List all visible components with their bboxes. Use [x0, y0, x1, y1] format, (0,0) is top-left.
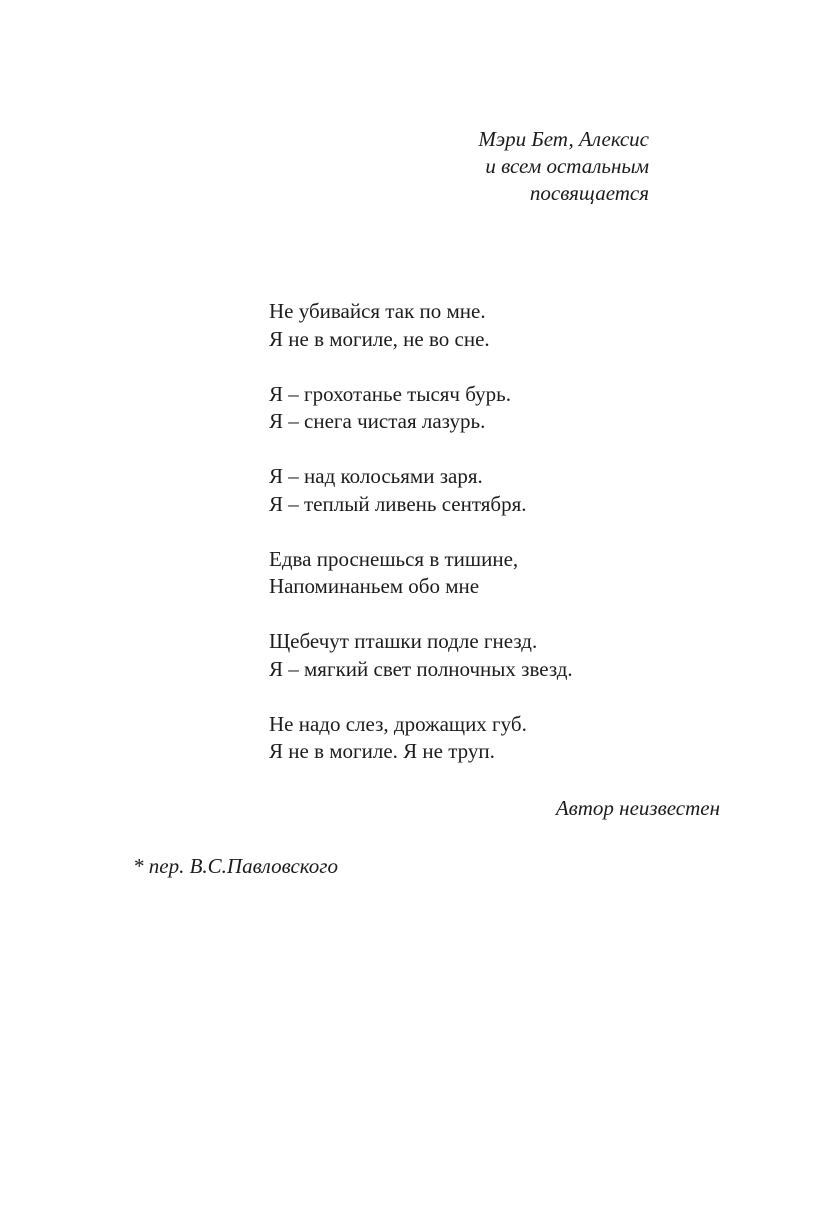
poem-line: Я – над колосьями заря.	[269, 464, 483, 488]
poem-line: Напоминаньем обо мне	[269, 574, 480, 598]
dedication-line: Мэри Бет, Алексис	[478, 127, 649, 151]
dedication-line: посвящается	[529, 181, 649, 205]
poem-line: Не убивайся так по мне.	[269, 299, 486, 323]
poem-line: Я не в могиле. Я не труп.	[269, 739, 495, 763]
poem-line: Щебечут пташки подле гнезд.	[269, 629, 538, 653]
poem-stanza	[269, 711, 573, 766]
poem-line: Я – грохотанье тысяч бурь.	[269, 381, 511, 406]
poem-author: Автор неизвестен	[555, 796, 720, 820]
poem-line: Я – мягкий свет полночных звезд.	[269, 656, 573, 681]
poem-stanza	[269, 381, 573, 436]
dedication-line: и всем остальным	[485, 154, 649, 178]
poem-line: Я не в могиле, не во сне.	[269, 326, 490, 351]
poem-line: Едва проснешься в тишине,	[269, 546, 519, 571]
poem-line: Не надо слез, дрожащих губ.	[269, 711, 527, 736]
poem-stanza	[269, 298, 573, 353]
translator-footnote: * пер. В.С.Павловского	[133, 854, 338, 878]
poem-stanza	[269, 546, 573, 601]
poem-line: Я – теплый ливень сентября.	[269, 491, 527, 516]
dedication	[478, 126, 649, 207]
poem-stanza	[269, 463, 573, 518]
poem-line: Я – снега чистая лазурь.	[269, 409, 486, 433]
poem	[269, 298, 573, 766]
poem-stanza	[269, 628, 573, 683]
